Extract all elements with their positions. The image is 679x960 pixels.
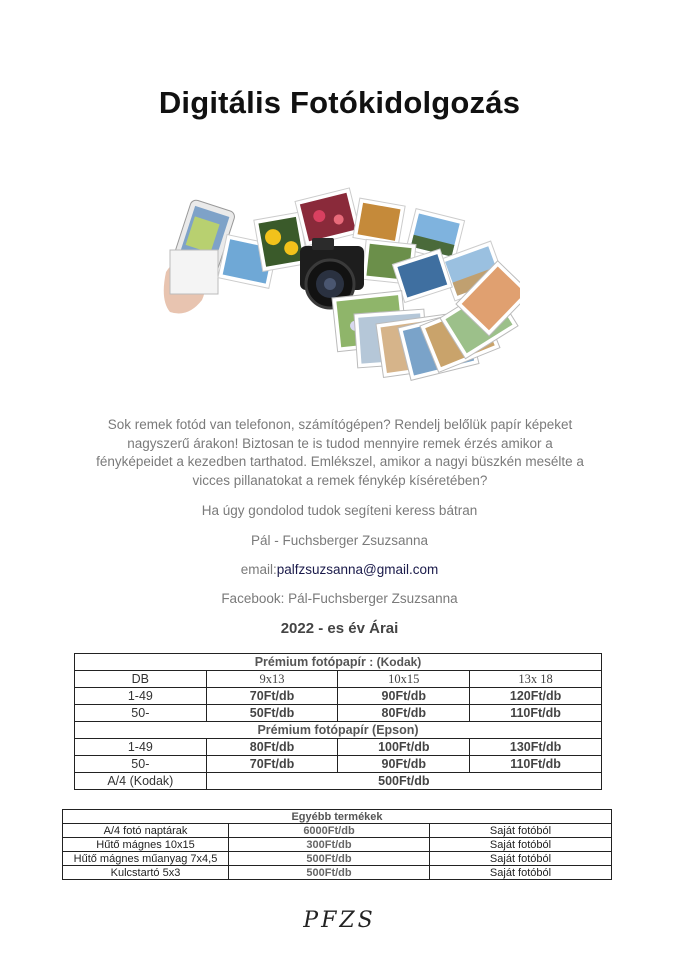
facebook-line[interactable]: Facebook: Pál-Fuchsberger Zsuzsanna	[221, 591, 458, 606]
header-cell: 10x15	[338, 671, 470, 688]
price-cell: 120Ft/db	[470, 688, 602, 705]
price-cell: 100Ft/db	[338, 739, 470, 756]
price-cell: 90Ft/db	[338, 756, 470, 773]
product-note: Saját fotóból	[430, 866, 612, 880]
signature-logo: PFZS	[303, 908, 376, 933]
table-row	[63, 838, 612, 852]
product-price: 6000Ft/db	[229, 824, 430, 838]
table-row	[63, 852, 612, 866]
page-title: Digitális Fotókidolgozás	[158, 85, 521, 120]
table-row	[75, 705, 602, 722]
email-address[interactable]: palfzsuzsanna@gmail.com	[276, 562, 439, 577]
price-cell: 130Ft/db	[470, 739, 602, 756]
table-row	[75, 756, 602, 773]
product-name: Hűtő mágnes 10x15	[63, 838, 229, 852]
price-cell: 50Ft/db	[206, 705, 338, 722]
a4-price: 500Ft/db	[206, 773, 601, 790]
email-label: email:	[240, 562, 277, 577]
qty-cell: 50-	[75, 756, 207, 773]
extras-header	[63, 810, 612, 824]
price-cell: 110Ft/db	[470, 756, 602, 773]
year-heading: 2022 - es év Árai	[280, 620, 399, 637]
kodak-section-title: Prémium fotópapír	[254, 655, 366, 669]
intro-paragraph: Sok remek fotód van telefonon, számítógépen? Rendelj belőlük papír képeket nagyszerű árakon! Biztosan te is tudod mennyire remek érzés amikor a fényképeidet a kezedben tarthatod. Emlékszel, amikor a nagyi büszkén mesélte a vicces pillanatokat a remek fénykép kíséretében?	[96, 417, 584, 488]
product-note: Saját fotóból	[430, 852, 612, 866]
price-cell: 90Ft/db	[338, 688, 470, 705]
product-price: 300Ft/db	[229, 838, 430, 852]
a4-row	[75, 773, 602, 790]
header-cell: DB	[75, 671, 207, 688]
product-price: 500Ft/db	[229, 852, 430, 866]
price-cell: 70Ft/db	[206, 688, 338, 705]
size-header-row	[75, 671, 602, 688]
product-name: Hűtő mágnes műanyag 7x4,5	[63, 852, 229, 866]
price-cell: 70Ft/db	[206, 756, 338, 773]
extras-title: Egyébb termékek	[63, 810, 612, 824]
price-cell: 80Ft/db	[338, 705, 470, 722]
header-cell: 13x 18	[470, 671, 602, 688]
price-cell: 80Ft/db	[206, 739, 338, 756]
email-line	[0, 562, 679, 577]
kodak-brand: : (Kodak)	[369, 655, 422, 669]
table-row	[75, 688, 602, 705]
qty-cell: 1-49	[75, 688, 207, 705]
table-row	[75, 739, 602, 756]
section-header-kodak	[75, 654, 602, 671]
price-table	[74, 653, 602, 790]
product-note: Saját fotóból	[430, 824, 612, 838]
qty-cell: 50-	[75, 705, 207, 722]
qty-cell: 1-49	[75, 739, 207, 756]
contact-name: Pál - Fuchsberger Zsuzsanna	[250, 533, 429, 548]
product-note: Saját fotóból	[430, 838, 612, 852]
section-header-epson	[75, 722, 602, 739]
price-cell: 110Ft/db	[470, 705, 602, 722]
table-row	[63, 824, 612, 838]
header-cell: 9x13	[206, 671, 338, 688]
product-name: A/4 fotó naptárak	[63, 824, 229, 838]
photo-collage-image	[150, 180, 520, 395]
help-line: Ha úgy gondolod tudok segíteni keress bátran	[201, 503, 478, 518]
extras-table	[62, 809, 612, 880]
epson-section-title: Prémium fotópapír (Epson)	[75, 722, 602, 739]
a4-label: A/4 (Kodak)	[75, 773, 207, 790]
table-row	[63, 866, 612, 880]
product-name: Kulcstartó 5x3	[63, 866, 229, 880]
product-price: 500Ft/db	[229, 866, 430, 880]
